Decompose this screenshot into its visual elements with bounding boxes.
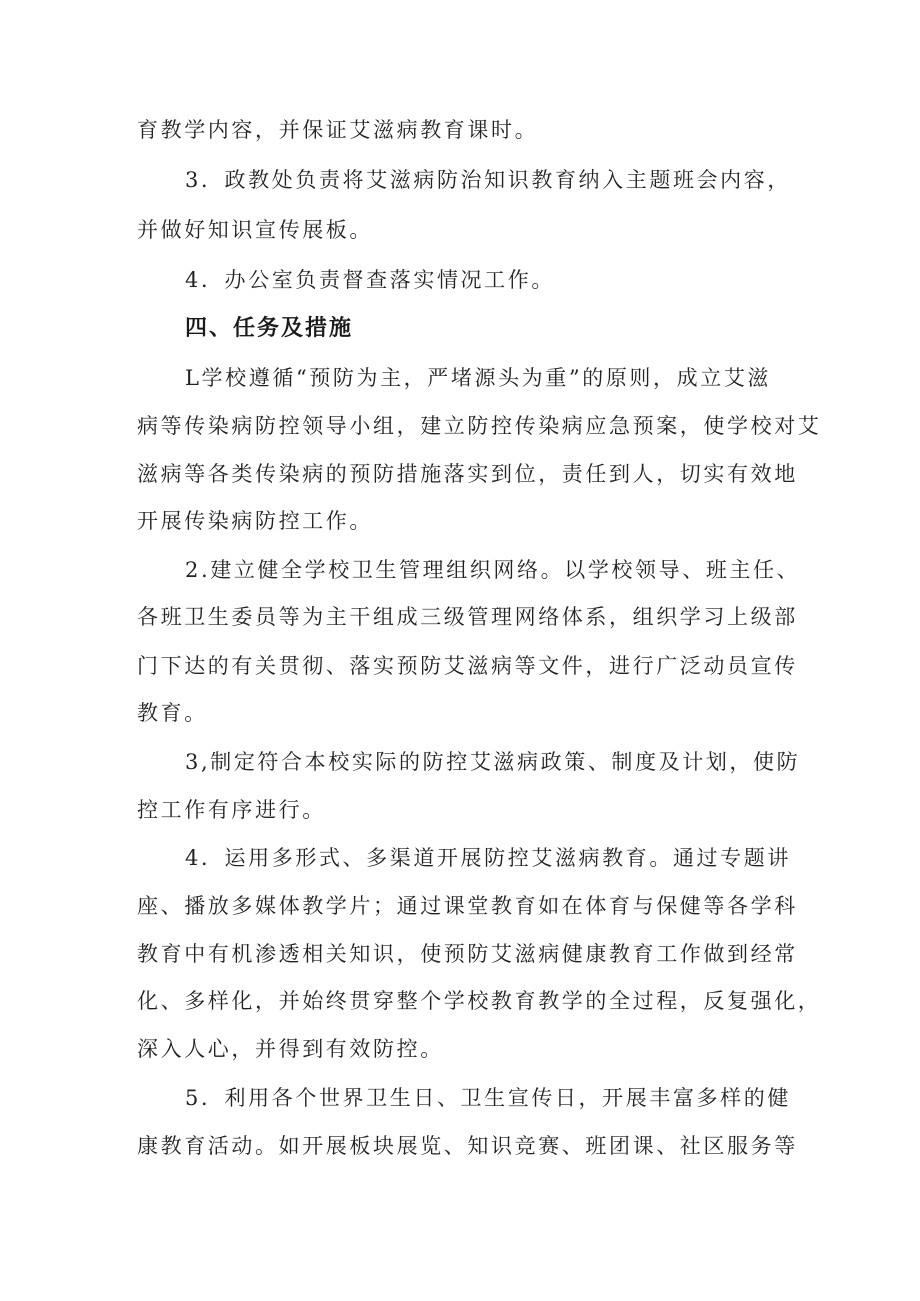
text-line: 3,制定符合本校实际的防控艾滋病政策、制度及计划，使防 <box>185 750 801 774</box>
section-heading: 四、任务及措施 <box>185 316 354 341</box>
text-line: 化、多样化，并始终贯穿整个学校教育教学的全过程，反复强化， <box>137 989 822 1013</box>
text-line: 教育。 <box>137 701 208 725</box>
text-line: 4．办公室负责督查落实情况工作。 <box>185 268 555 292</box>
text-line: 开展传染病防控工作。 <box>137 509 373 533</box>
text-line: 5．利用各个世界卫生日、卫生宣传日，开展丰富多样的健 <box>185 1086 791 1110</box>
text-line: 病等传染病防控领导小组，建立防控传染病应急预案，使学校对艾 <box>137 414 822 438</box>
text-line: 滋病等各类传染病的预防措施落实到位，责任到人，切实有效地 <box>137 462 798 486</box>
text-line: L学校遵循“预防为主，严堵源头为重”的原则，成立艾滋 <box>185 366 772 390</box>
text-line: 深入人心，并得到有效防控。 <box>137 1037 444 1061</box>
text-line: 教育中有机渗透相关知识，使预防艾滋病健康教育工作做到经常 <box>137 942 798 966</box>
text-line: 育教学内容，并保证艾滋病教育课时。 <box>137 118 539 142</box>
text-line: 4．运用多形式、多渠道开展防控艾滋病教育。通过专题讲 <box>185 846 791 870</box>
text-line: 3．政教处负责将艾滋病防治知识教育纳入主题班会内容， <box>185 168 791 192</box>
text-line: 并做好知识宣传展板。 <box>137 218 373 242</box>
text-line: 控工作有序进行。 <box>137 798 326 822</box>
text-line: 2.建立健全学校卫生管理组织网络。以学校领导、班主任、 <box>185 558 801 582</box>
text-line: 座、播放多媒体教学片；通过课堂教育如在体育与保健等各学科 <box>137 894 798 918</box>
text-line: 康教育活动。如开展板块展览、知识竞赛、班团课、社区服务等 <box>137 1134 798 1158</box>
text-line: 各班卫生委员等为主干组成三级管理网络体系，组织学习上级部 <box>137 605 798 629</box>
text-line: 门下达的有关贯彻、落实预防艾滋病等文件，进行广泛动员宣传 <box>137 654 798 678</box>
